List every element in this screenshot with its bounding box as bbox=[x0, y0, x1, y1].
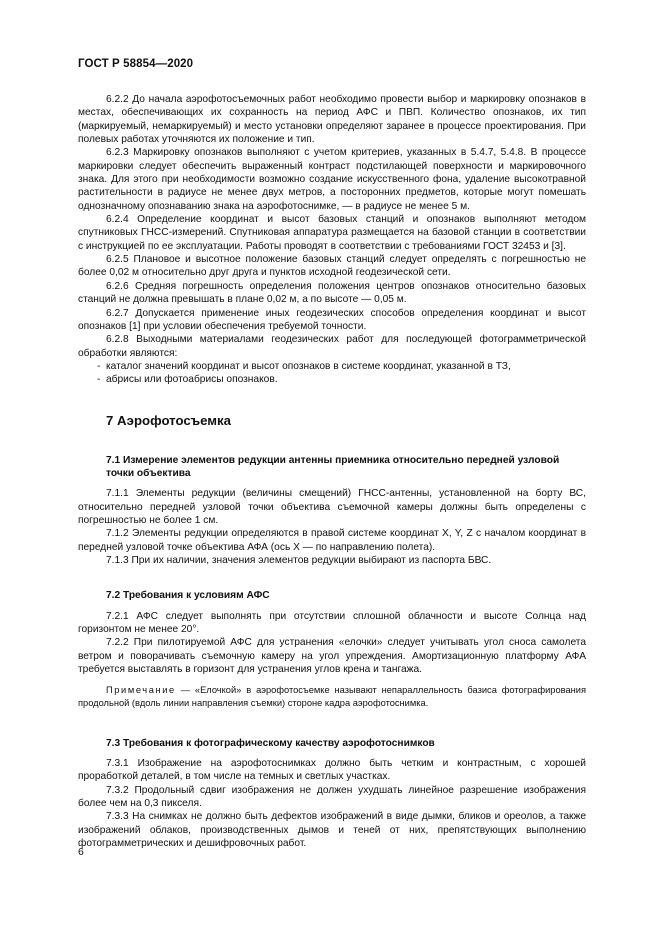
subsection-7-1-heading bbox=[106, 454, 586, 481]
paragraph-7-1-1: 7.1.1 Элементы редукции (величины смещений) ГНСС-антенны, установленной на борту ВС, относительно передней узловой точки объектива съемочной камеры должны быть определены с погрешностью не более 1 см. bbox=[78, 488, 586, 526]
paragraph-7-1-2: 7.1.2 Элементы редукции определяются в правой системе координат X, Y, Z с началом координат в передней узловой точке объектива АФА (ось X — по направлению полета). bbox=[78, 528, 586, 553]
paragraph-6-2-8: 6.2.8 Выходными материалами геодезических работ для последующей фотограмметрической обработки являются: bbox=[78, 334, 586, 359]
document-body bbox=[78, 93, 586, 850]
paragraph-6-2-2: 6.2.2 До начала аэрофотосъемочных работ необходимо провести выбор и маркировку опознаков в местах, обеспечивающих их сохранность на период АФС и ПВП. Количество опознаков, их тип (маркируемый, немаркируемый) и место установки определяют заранее в процессе проектирования. При полевых работах уточняются их положение и тип. bbox=[78, 94, 586, 146]
paragraph-7-2-2: 7.2.2 При пилотируемой АФС для устранения «елочки» следует учитывать угол сноса самолета ветром и поворачивать съемочную камеру на угол упреждения. Амортизационную платформу АФА требуется выставлять в горизонт для устранения углов крена и тангажа. bbox=[78, 637, 586, 676]
paragraph-6-2-3: 6.2.3 Маркировку опознаков выполняют с учетом критериев, указанных в 5.4.7, 5.4.8. В процессе маркировки следует обеспечить выраженный контраст подстилающей поверхности и маркировочного знака. Для этого при необходимости возможно создание искусственного фона, удаление высокотравной растительности в радиусе не менее двух метров, а посторонних предметов, которые могут помешать однозначному опознаванию знака на аэрофотоснимке, — в радиусе не менее 5 м. bbox=[78, 147, 586, 212]
note-label: Примечание bbox=[106, 685, 176, 696]
note bbox=[78, 684, 586, 709]
list-item-text: каталог значений координат и высот опознаков в системе координат, указанной в ТЗ, bbox=[106, 360, 511, 372]
paragraph-7-3-2: 7.3.2 Продольный сдвиг изображения не должен ухудшать линейное разрешение изображения более чем на 0,3 пикселя. bbox=[78, 784, 586, 809]
list-item bbox=[97, 373, 586, 386]
list-marker: - bbox=[97, 360, 101, 372]
paragraph-6-2-4: 6.2.4 Определение координат и высот базовых станций и опознаков выполняют методом спутниковых ГНСС-измерений. Спутниковая аппаратура размещается на базовой станции в соответствии с инструкцией по ее эксплуатации. Работы проводят в соответствии с требованиями ГОСТ 32453 и [3]. bbox=[78, 214, 586, 252]
paragraph-6-2-6: 6.2.6 Средняя погрешность определения положения центров опознаков относительно базовых станций не должна превышать в плане 0,02 м, а по высоте — 0,05 м. bbox=[78, 280, 586, 306]
paragraph-7-3-1: 7.3.1 Изображение на аэрофотоснимках должно быть четким и контрастным, с хорошей проработкой деталей, в том числе на темных и светлых участках. bbox=[78, 757, 586, 783]
list-item-text: абрисы или фотоабрисы опознаков. bbox=[106, 374, 278, 386]
subsection-7-1-heading-line2: точки объектива bbox=[106, 467, 191, 479]
note-text: — «Елочкой» в аэрофотосъемке называют непараллельность базиса фотографирования продольной (вдоль линии направления съемки) стороне кадра аэрофотоснимка. bbox=[78, 685, 586, 708]
paragraph-7-3-3: 7.3.3 На снимках не должно быть дефектов изображений в виде дымки, бликов и ореолов, а также изображений облаков, производственных дымов и теней от них, препятствующих выполнению фотограмметрических и дешифровочных работ. bbox=[78, 811, 586, 849]
paragraph-6-2-5: 6.2.5 Плановое и высотное положение базовых станций следует определять с погрешностью не более 0,02 м относительно друг друга и пунктов исходной геодезической сети. bbox=[78, 254, 586, 279]
paragraph-6-2-7: 6.2.7 Допускается применение иных геодезических способов определения координат и высот опознаков [1] при условии обеспечения требуемой точности. bbox=[78, 307, 586, 332]
subsection-7-1-heading-line1: 7.1 Измерение элементов редукции антенны приемника относительно передней узловой bbox=[106, 454, 560, 466]
subsection-7-2-heading: 7.2 Требования к условиям АФС bbox=[106, 590, 270, 602]
document-header: ГОСТ Р 58854—2020 bbox=[78, 58, 194, 70]
section-7-heading: 7 Аэрофотосъемка bbox=[106, 412, 231, 428]
list-item bbox=[97, 360, 586, 373]
paragraph-7-1-3: 7.1.3 При их наличии, значения элементов редукции выбирают из паспорта БВС. bbox=[106, 554, 492, 566]
subsection-7-3-heading: 7.3 Требования к фотографическому качеству аэрофотоснимков bbox=[106, 737, 435, 749]
page-number: 6 bbox=[78, 846, 84, 858]
list-marker: - bbox=[97, 374, 101, 386]
paragraph-7-2-1: 7.2.1 АФС следует выполнять при отсутствии сплошной облачности и высоте Солнца над горизонтом не менее 20°. bbox=[78, 610, 586, 635]
